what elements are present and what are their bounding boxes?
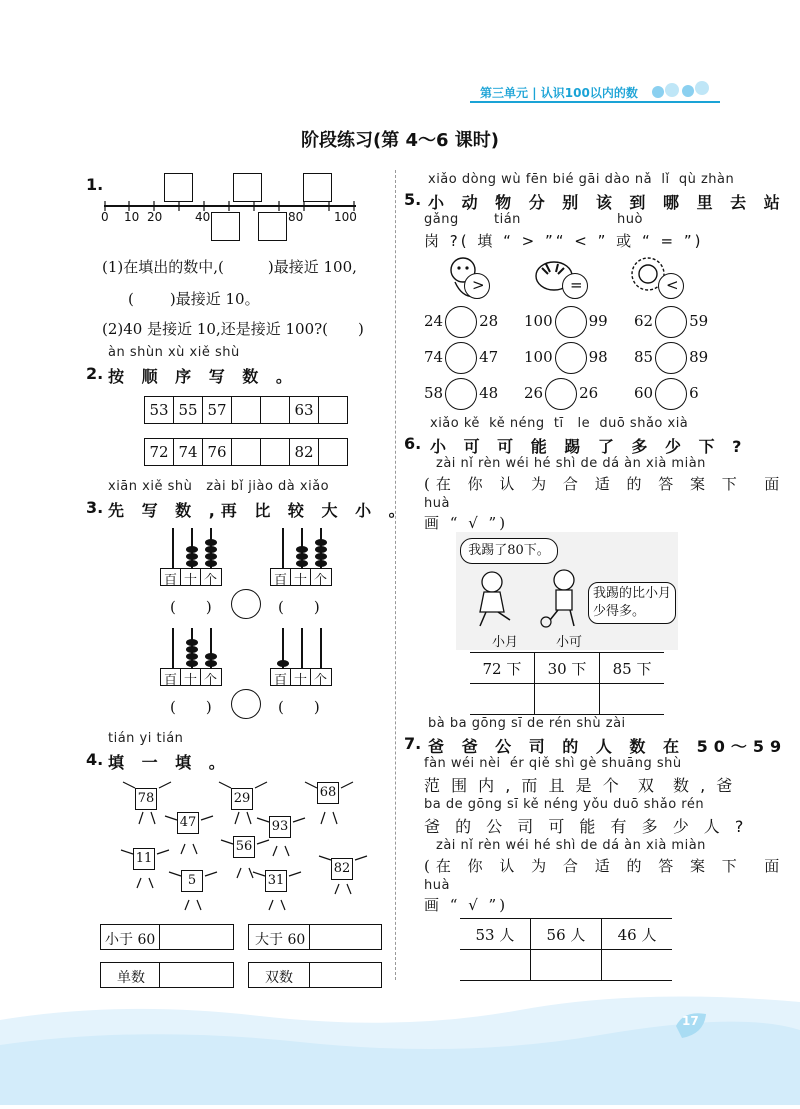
abacus-answer[interactable]: ( ) xyxy=(170,698,212,716)
category-less-than-60[interactable]: 小于 60 xyxy=(100,924,234,950)
q6-text: 画 “ √ ”) xyxy=(424,514,509,532)
boy-icon xyxy=(540,568,584,630)
option-cell: 56 人 xyxy=(530,919,601,950)
q2-text: 按 顺 序 写 数 。 xyxy=(108,367,298,386)
seq-cell: 55 xyxy=(174,397,203,424)
compare-item: 100 99 xyxy=(524,306,608,338)
option-cell: 85 下 xyxy=(600,653,664,684)
compare-item: 58 48 xyxy=(424,378,498,410)
compare-item: 26 26 xyxy=(524,378,598,410)
number-card: 11 xyxy=(133,848,155,870)
q4-text: 填 一 填 。 xyxy=(108,753,231,772)
column-divider xyxy=(395,170,396,980)
number-card: 78 xyxy=(135,788,157,810)
speech-bubble: 我踢的比小月少得多。 xyxy=(588,582,676,624)
q7-pinyin: fàn wéi nèi ér qiě shì gè shuāng shù xyxy=(424,756,682,771)
header xyxy=(480,84,638,101)
q7-number: 7. xyxy=(404,734,422,753)
seq-cell[interactable] xyxy=(319,397,348,424)
seq-cell: 53 xyxy=(145,397,174,424)
kicking-illustration xyxy=(456,532,678,650)
abacus: 百 十 个 xyxy=(160,628,222,686)
tick-100: 100 xyxy=(334,210,357,224)
number-card: 68 xyxy=(317,782,339,804)
compare-circle[interactable] xyxy=(445,306,477,338)
seq-cell[interactable] xyxy=(232,397,261,424)
q6-options-table xyxy=(470,652,664,715)
check-cell[interactable] xyxy=(460,950,530,981)
number-card: 31 xyxy=(265,870,287,892)
compare-item: 74 47 xyxy=(424,342,498,374)
q7-pinyin: ba de gōng sī kě néng yǒu duō shǎo rén xyxy=(424,797,705,812)
tick-40: 40 xyxy=(195,210,211,224)
abacus-answer[interactable]: ( ) xyxy=(278,598,320,616)
page-number: 17 xyxy=(682,1014,699,1028)
name-xiaoyue: 小月 xyxy=(492,635,519,650)
abacus: 百 十 个 xyxy=(160,528,222,586)
check-cell[interactable] xyxy=(600,684,664,715)
q3-number: 3. xyxy=(86,498,104,517)
number-card: 82 xyxy=(331,858,353,880)
seq-cell: 76 xyxy=(203,439,232,466)
tick-80: 80 xyxy=(288,210,304,224)
q6-pinyin: zài nǐ rèn wéi hé shì de dá àn xià miàn xyxy=(436,456,706,471)
compare-circle[interactable] xyxy=(231,589,261,619)
q5-pinyin: xiǎo dòng wù fēn bié gāi dào nǎ lǐ qù zhàn xyxy=(428,172,735,187)
q1-line3: (2)40 是接近 10,还是接近 100?( ) xyxy=(102,320,364,338)
name-xiaoke: 小可 xyxy=(556,635,583,650)
number-card: 56 xyxy=(233,836,255,858)
q7-options-table xyxy=(460,918,672,981)
q4-number: 4. xyxy=(86,750,104,769)
abacus-answer[interactable]: ( ) xyxy=(170,598,212,616)
q7-pinyin: huà xyxy=(424,878,450,893)
q7-pinyin: zài nǐ rèn wéi hé shì de dá àn xià miàn xyxy=(436,838,706,853)
q7-text: 范 围 内 , 而 且 是 个 双 数 , 爸 xyxy=(424,776,736,795)
answer-box[interactable] xyxy=(258,212,287,241)
sign-greater: > xyxy=(472,276,485,294)
sequence-row-2 xyxy=(144,438,348,466)
seq-cell: 74 xyxy=(174,439,203,466)
speech-bubble: 我踢了80下。 xyxy=(460,538,558,564)
sequence-row-1 xyxy=(144,396,348,424)
sign-less: < xyxy=(666,276,679,294)
q1-line1: (1)在填出的数中,( )最接近 100, xyxy=(102,258,357,276)
compare-item: 62 59 xyxy=(634,306,708,338)
compare-circle[interactable] xyxy=(445,378,477,410)
q5-number: 5. xyxy=(404,190,422,209)
category-even[interactable]: 双数 xyxy=(248,962,382,988)
check-cell[interactable] xyxy=(534,684,599,715)
option-cell: 53 人 xyxy=(460,919,530,950)
q6-number: 6. xyxy=(404,434,422,453)
q1-number: 1. xyxy=(86,175,104,194)
option-cell: 72 下 xyxy=(470,653,534,684)
compare-circle[interactable] xyxy=(655,306,687,338)
q3-pinyin: xiān xiě shù zài bǐ jiào dà xiǎo xyxy=(108,479,330,494)
q5-pinyin: tián xyxy=(494,212,521,227)
number-card: 47 xyxy=(177,812,199,834)
abacus: 百 十 个 xyxy=(270,628,332,686)
footer-wave xyxy=(0,990,800,1105)
tick-10: 10 xyxy=(124,210,140,224)
compare-circle[interactable] xyxy=(231,689,261,719)
sign-equal: = xyxy=(570,276,583,294)
check-cell[interactable] xyxy=(602,950,672,981)
compare-circle[interactable] xyxy=(555,342,587,374)
q7-text: 爸 的 公 司 可 能 有 多 少 人 ? xyxy=(424,817,749,836)
category-odd[interactable]: 单数 xyxy=(100,962,234,988)
seq-cell: 63 xyxy=(290,397,319,424)
q5-pinyin: gǎng xyxy=(424,212,459,227)
page-title: 阶段练习(第 4～6 课时) xyxy=(300,130,500,151)
compare-item: 60 6 xyxy=(634,378,699,410)
q6-text: 小 可 可 能 踢 了 多 少 下 ? xyxy=(430,437,748,456)
seq-cell[interactable] xyxy=(232,439,261,466)
q7-text: 爸 爸 公 司 的 人 数 在 50～59 xyxy=(428,737,788,756)
compare-circle[interactable] xyxy=(655,378,687,410)
answer-box[interactable] xyxy=(233,173,262,202)
girl-icon xyxy=(472,570,516,630)
category-greater-than-60[interactable]: 大于 60 xyxy=(248,924,382,950)
q4-pinyin: tián yi tián xyxy=(108,731,184,746)
option-cell: 30 下 xyxy=(534,653,599,684)
q7-text: 画 “ √ ”) xyxy=(424,896,509,914)
seq-cell: 72 xyxy=(145,439,174,466)
number-card: 93 xyxy=(269,816,291,838)
q1-line2: ( )最接近 10。 xyxy=(128,290,260,308)
header-separator: | xyxy=(532,86,537,100)
q2-pinyin: àn shùn xù xiě shù xyxy=(108,345,240,360)
q2-number: 2. xyxy=(86,364,104,383)
answer-box[interactable] xyxy=(303,173,332,202)
compare-circle[interactable] xyxy=(545,378,577,410)
number-figures xyxy=(105,778,385,918)
q5-text: 小 动 物 分 别 该 到 哪 里 去 站 xyxy=(428,193,786,212)
q6-text: (在 你 认 为 合 适 的 答 案 下 面 xyxy=(424,475,786,493)
q5-text: 岗 ?( 填 “ > ”“ < ” 或 “ = ”) xyxy=(424,232,704,250)
seq-cell: 57 xyxy=(203,397,232,424)
answer-box[interactable] xyxy=(211,212,240,241)
seq-cell: 82 xyxy=(290,439,319,466)
option-cell: 46 人 xyxy=(602,919,672,950)
compare-item: 24 28 xyxy=(424,306,498,338)
check-cell[interactable] xyxy=(470,684,534,715)
mascot-icon xyxy=(650,78,710,100)
unit-label: 第三单元 xyxy=(480,86,529,100)
seq-cell[interactable] xyxy=(319,439,348,466)
q7-pinyin: bà ba gōng sī de rén shù zài xyxy=(428,716,626,731)
check-cell[interactable] xyxy=(530,950,601,981)
tick-20: 20 xyxy=(147,210,163,224)
q5-pinyin: huò xyxy=(617,212,643,227)
compare-circle[interactable] xyxy=(445,342,477,374)
q3-text: 先 写 数 ,再 比 较 大 小 。 xyxy=(108,501,411,520)
abacus: 百 十 个 xyxy=(270,528,332,586)
topic-label: 认识100以内的数 xyxy=(540,86,638,100)
compare-item: 100 98 xyxy=(524,342,608,374)
number-card: 29 xyxy=(231,788,253,810)
q6-pinyin: huà xyxy=(424,496,450,511)
answer-box[interactable] xyxy=(164,173,193,202)
q6-pinyin: xiǎo kě kě néng tī le duō shǎo xià xyxy=(430,416,689,431)
compare-circle[interactable] xyxy=(655,342,687,374)
seq-cell[interactable] xyxy=(261,439,290,466)
abacus-answer[interactable]: ( ) xyxy=(278,698,320,716)
q7-text: (在 你 认 为 合 适 的 答 案 下 面 xyxy=(424,857,786,875)
compare-item: 85 89 xyxy=(634,342,708,374)
header-rule xyxy=(470,101,720,103)
tick-0: 0 xyxy=(101,210,109,224)
seq-cell[interactable] xyxy=(261,397,290,424)
compare-circle[interactable] xyxy=(555,306,587,338)
number-card: 5 xyxy=(181,870,203,892)
